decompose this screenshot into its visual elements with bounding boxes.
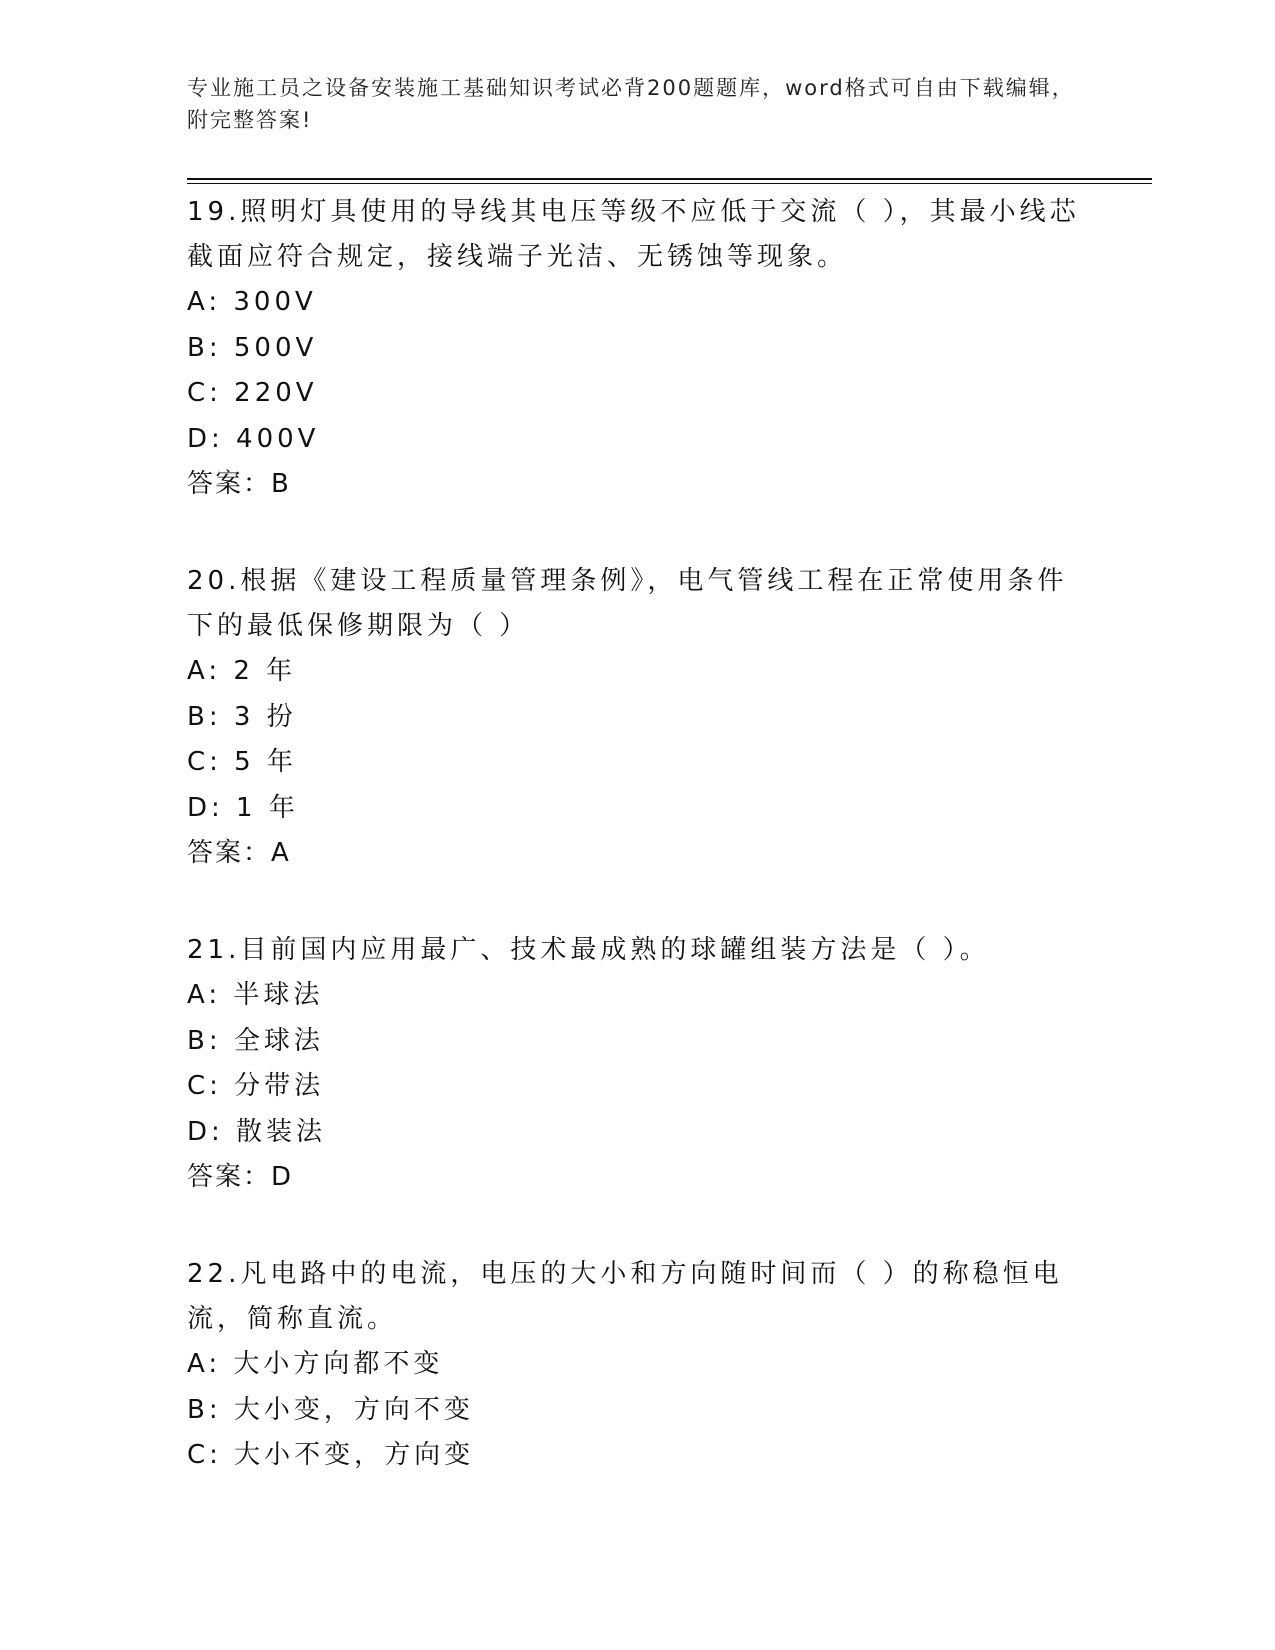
header-divider-thick — [187, 178, 1152, 180]
option-a: A: 大小方向都不变 — [187, 1349, 444, 1379]
answer-line: 答案：A — [187, 838, 291, 868]
option-c: C: 分带法 — [187, 1071, 325, 1101]
document-header: 专业施工员之设备安装施工基础知识考试必背200题题库，word格式可自由下载编辑，附完整答案! — [187, 76, 1075, 132]
option-b: B: 3 扮 — [187, 701, 297, 732]
option-b: B: 500V — [187, 332, 318, 363]
option-c: C: 大小不变，方向变 — [187, 1440, 475, 1470]
option-c: C: 5 年 — [187, 747, 297, 777]
question-22 — [187, 1252, 1087, 1479]
header-divider-thin — [187, 183, 1152, 184]
question-stem: 21.目前国内应用最广、技术最成熟的球罐组装方法是（ ）。 — [187, 935, 990, 965]
option-d: D: 400V — [187, 423, 320, 454]
option-a: A: 半球法 — [187, 980, 324, 1010]
question-20 — [187, 559, 1087, 876]
option-a: A: 2 年 — [187, 656, 297, 686]
question-list — [187, 190, 1087, 1531]
option-c: C: 220V — [187, 378, 318, 408]
answer-line: 答案：B — [187, 469, 291, 499]
question-stem: 19.照明灯具使用的导线其电压等级不应低于交流（ ），其最小线芯截面应符合规定，接线端子光洁、无锈蚀等现象。 — [187, 197, 1080, 272]
question-stem: 20.根据《建设工程质量管理条例》，电气管线工程在正常使用条件下的最低保修期限为（ ） — [187, 566, 1068, 641]
option-a: A: 300V — [187, 287, 317, 317]
option-b: B: 全球法 — [187, 1025, 324, 1056]
answer-line: 答案：D — [187, 1162, 294, 1192]
option-b: B: 大小变，方向不变 — [187, 1394, 474, 1425]
option-d: D: 散装法 — [187, 1116, 327, 1147]
option-d: D: 1 年 — [187, 792, 299, 823]
question-21 — [187, 928, 1087, 1200]
question-stem: 22.凡电路中的电流，电压的大小和方向随时间而（ ）的称稳恒电流，简称直流。 — [187, 1259, 1063, 1334]
question-19 — [187, 190, 1087, 507]
